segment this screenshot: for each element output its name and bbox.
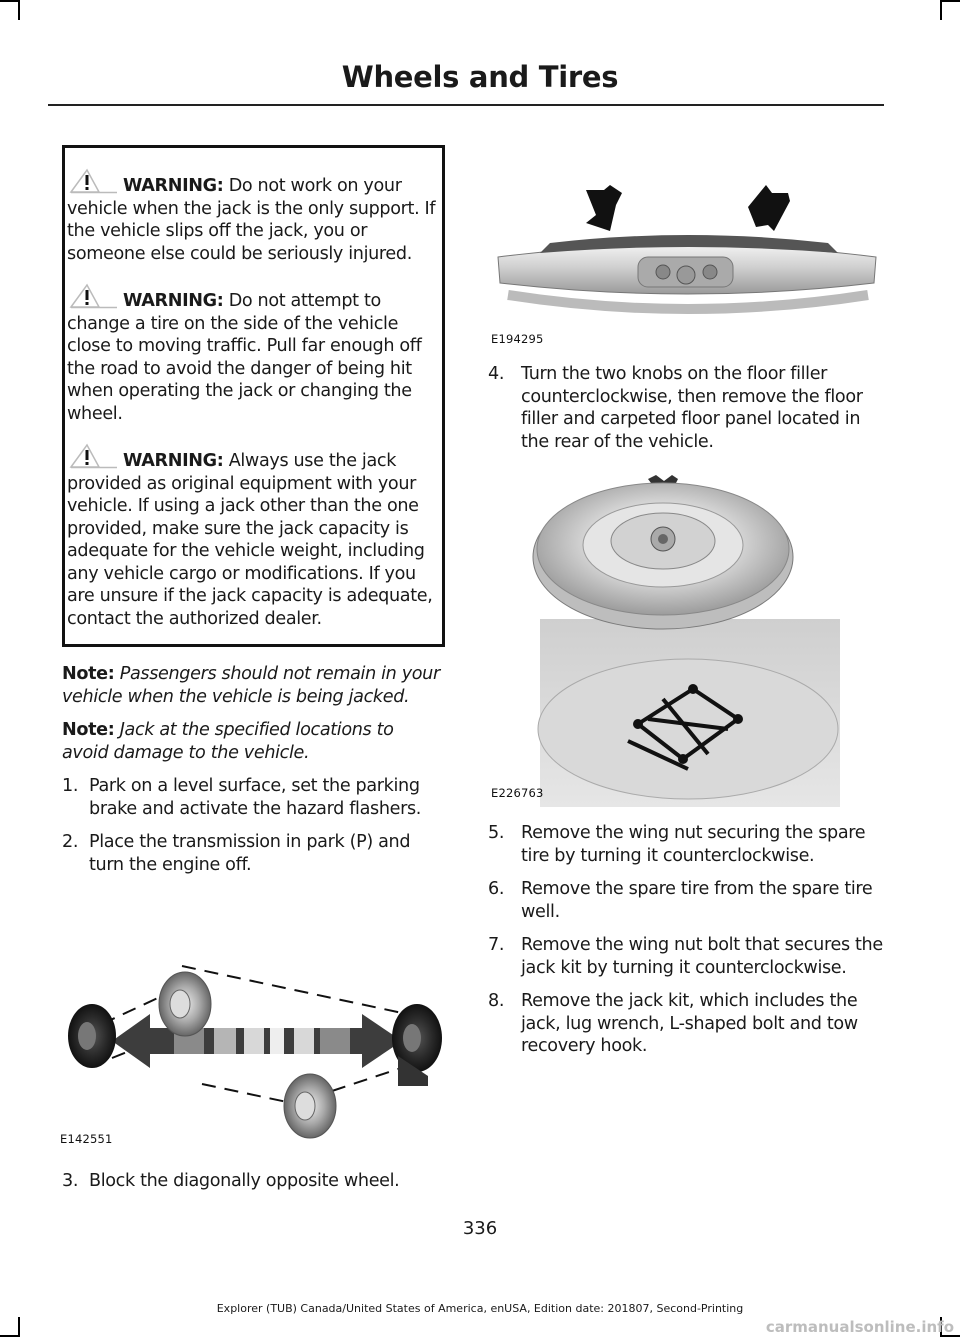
watermark: carmanualsonline.info: [765, 1318, 954, 1336]
note-label: Note:: [62, 664, 115, 684]
page-number: 336: [462, 1218, 498, 1239]
step-text: Place the transmission in park (P) and turn the engine off.: [89, 832, 411, 875]
step-number: 3.: [62, 1171, 79, 1191]
warning-triangle-icon: [69, 168, 119, 194]
figure-code: E142551: [60, 1132, 113, 1146]
crop-mark: [0, 0, 20, 2]
figure-spare-tire: [488, 469, 883, 807]
warning-text: Do not attempt to change a tire on the side of the vehicle close to moving traffic. Pull far enough off the road to avoid the danger of being hit when operating the jack or changing the wheel.: [67, 291, 422, 424]
warning-label: WARNING:: [123, 291, 224, 311]
step-number: 4.: [488, 364, 505, 384]
step-number: 7.: [488, 935, 505, 955]
note-text: Passengers should not remain in your vehicle when the vehicle is being jacked.: [62, 664, 440, 707]
step-item: [488, 990, 883, 1058]
step-item: [62, 775, 445, 820]
crop-mark: [18, 0, 20, 20]
step-text: Park on a level surface, set the parking brake and activate the hazard flashers.: [89, 776, 422, 819]
note-text: Jack at the specified locations to avoid damage to the vehicle.: [62, 720, 394, 763]
crop-mark: [18, 1317, 20, 1337]
step-number: 6.: [488, 879, 505, 899]
warning-triangle-icon: [69, 283, 119, 309]
step-item: [62, 1170, 445, 1193]
left-column: [62, 145, 445, 1193]
step-text: Remove the wing nut bolt that secures the jack kit by turning it counterclockwise.: [521, 935, 883, 978]
figure-floor-filler: [488, 145, 883, 350]
crop-mark: [940, 0, 960, 2]
step-number: 2.: [62, 832, 79, 852]
figure-code: E194295: [491, 332, 544, 346]
warning-label: WARNING:: [123, 451, 224, 471]
step-text: Remove the spare tire from the spare tire well.: [521, 879, 873, 922]
warning-triangle-icon: [69, 443, 119, 469]
step-item: [488, 878, 883, 923]
figure-code: E226763: [491, 786, 544, 800]
note: [62, 663, 445, 708]
step-item: [488, 822, 883, 867]
wheel-blocking-illustration: [62, 916, 445, 1140]
floor-filler-illustration: [488, 145, 883, 350]
footer-edition: Explorer (TUB) Canada/United States of America, enUSA, Edition date: 201807, Second-Printing: [216, 1302, 744, 1315]
crop-mark: [940, 0, 942, 20]
step-text: Turn the two knobs on the floor filler counterclockwise, then remove the floor filler and carpeted floor panel located in the rear of the vehicle.: [521, 364, 863, 452]
warning-item: [67, 443, 436, 630]
step-number: 1.: [62, 776, 79, 796]
warning-item: [67, 168, 436, 265]
warning-text: Always use the jack provided as original equipment with your vehicle. If using a jack other than the one provided, make sure the jack capacity is adequate for the vehicle weight, including any vehicle cargo or modifications. If you are unsure if the jack capacity is adequate, contact the authorized dealer.: [67, 451, 433, 629]
step-text: Block the diagonally opposite wheel.: [89, 1171, 400, 1191]
warning-box: [62, 145, 445, 647]
step-item: [62, 831, 445, 876]
page-title: Wheels and Tires: [341, 60, 619, 94]
note-label: Note:: [62, 720, 115, 740]
step-number: 8.: [488, 991, 505, 1011]
warning-item: [67, 283, 436, 425]
spare-tire-illustration: [488, 469, 883, 807]
step-number: 5.: [488, 823, 505, 843]
step-text: Remove the wing nut securing the spare tire by turning it counterclockwise.: [521, 823, 866, 866]
warning-text: Do not work on your vehicle when the jack is the only support. If the vehicle slips off the jack, you or someone else could be seriously injured.: [67, 176, 436, 264]
header-divider: [48, 104, 884, 106]
note: [62, 719, 445, 764]
warning-label: WARNING:: [123, 176, 224, 196]
step-item: [488, 363, 883, 453]
right-column: [488, 145, 883, 1058]
step-item: [488, 934, 883, 979]
step-text: Remove the jack kit, which includes the jack, lug wrench, L-shaped bolt and tow recovery hook.: [521, 991, 858, 1056]
figure-wheel-blocking: [60, 916, 445, 1146]
